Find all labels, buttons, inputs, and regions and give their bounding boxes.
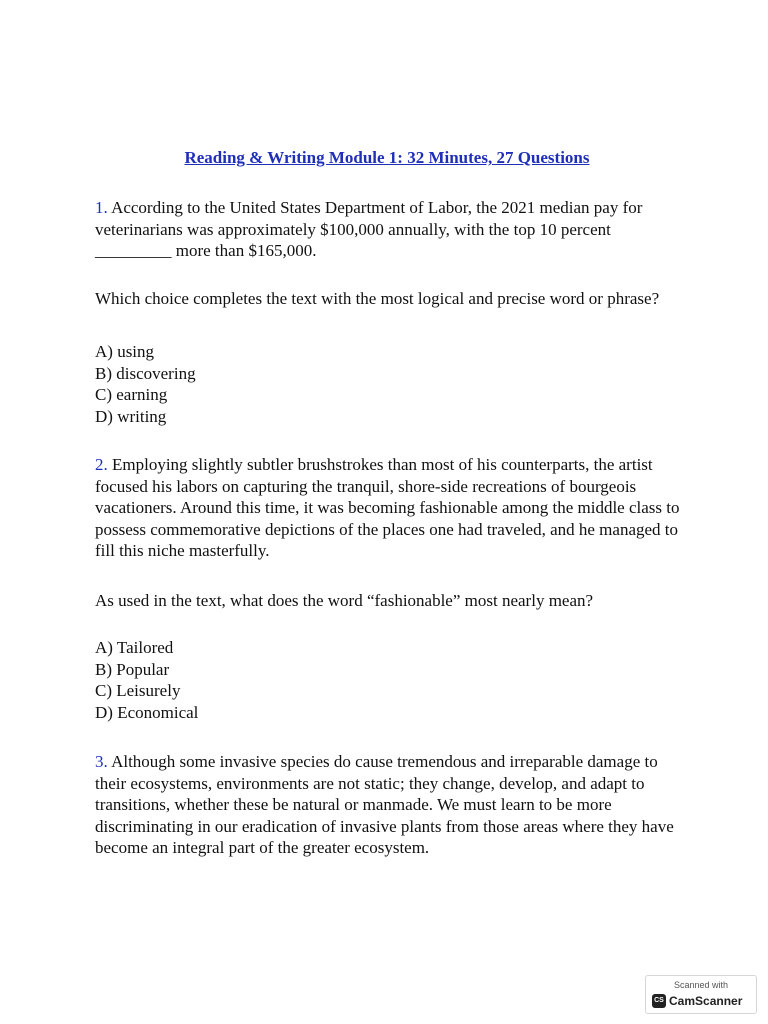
answer-option-c: C) Leisurely bbox=[95, 681, 181, 701]
passage-text: Although some invasive species do cause tremendous and irreparable damage to their ecosystems, environments are not static; they change, develop, and adapt to transitions, whether these be natural or manmade. We must learn to be more discriminating in our eradication of invasive plants from those areas where they have become an integral part of the greater ecosystem. bbox=[95, 752, 674, 858]
answer-option-d: D) Economical bbox=[95, 702, 199, 722]
question-3-passage bbox=[95, 751, 690, 859]
watermark-caption: Scanned with bbox=[673, 980, 729, 990]
question-1-prompt: Which choice completes the text with the most logical and precise word or phrase? bbox=[95, 289, 660, 308]
answer-option-a: A) Tailored bbox=[95, 638, 174, 657]
question-number: 3. bbox=[95, 752, 108, 771]
answer-option-d: D) writing bbox=[95, 406, 167, 426]
passage-text: Employing slightly subtler brushstrokes than most of his counterparts, the artist focused his labors on capturing the tranquil, shore-side recreations of bourgeois vacationers. Around this time, it was becoming fashionable among the middle class to possess commemorative depictions of the places one had traveled, and he managed to fill this niche masterfully. bbox=[95, 455, 680, 561]
question-1-options bbox=[95, 341, 690, 427]
camscanner-watermark bbox=[645, 975, 757, 1014]
camscanner-logo-icon: CS bbox=[652, 994, 666, 1008]
question-2-prompt: As used in the text, what does the word “fashionable” most nearly mean? bbox=[95, 591, 594, 610]
question-number: 2. bbox=[95, 455, 108, 474]
question-2-options bbox=[95, 637, 690, 723]
page-title: Reading & Writing Module 1: 32 Minutes, 27 Questions bbox=[184, 148, 590, 167]
answer-option-c: C) earning bbox=[95, 385, 168, 405]
answer-option-a: A) using bbox=[95, 342, 155, 361]
passage-text: According to the United States Department of Labor, the 2021 median pay for veterinarians was approximately $100,000 annually, with the top 10 percent _________ more than $165,000. bbox=[95, 198, 643, 261]
answer-option-b: B) Popular bbox=[95, 659, 170, 679]
question-number: 1. bbox=[95, 198, 108, 217]
question-1-passage bbox=[95, 197, 690, 262]
answer-option-b: B) discovering bbox=[95, 363, 196, 383]
watermark-brand: CamScanner bbox=[669, 994, 743, 1008]
question-2-passage bbox=[95, 454, 690, 562]
